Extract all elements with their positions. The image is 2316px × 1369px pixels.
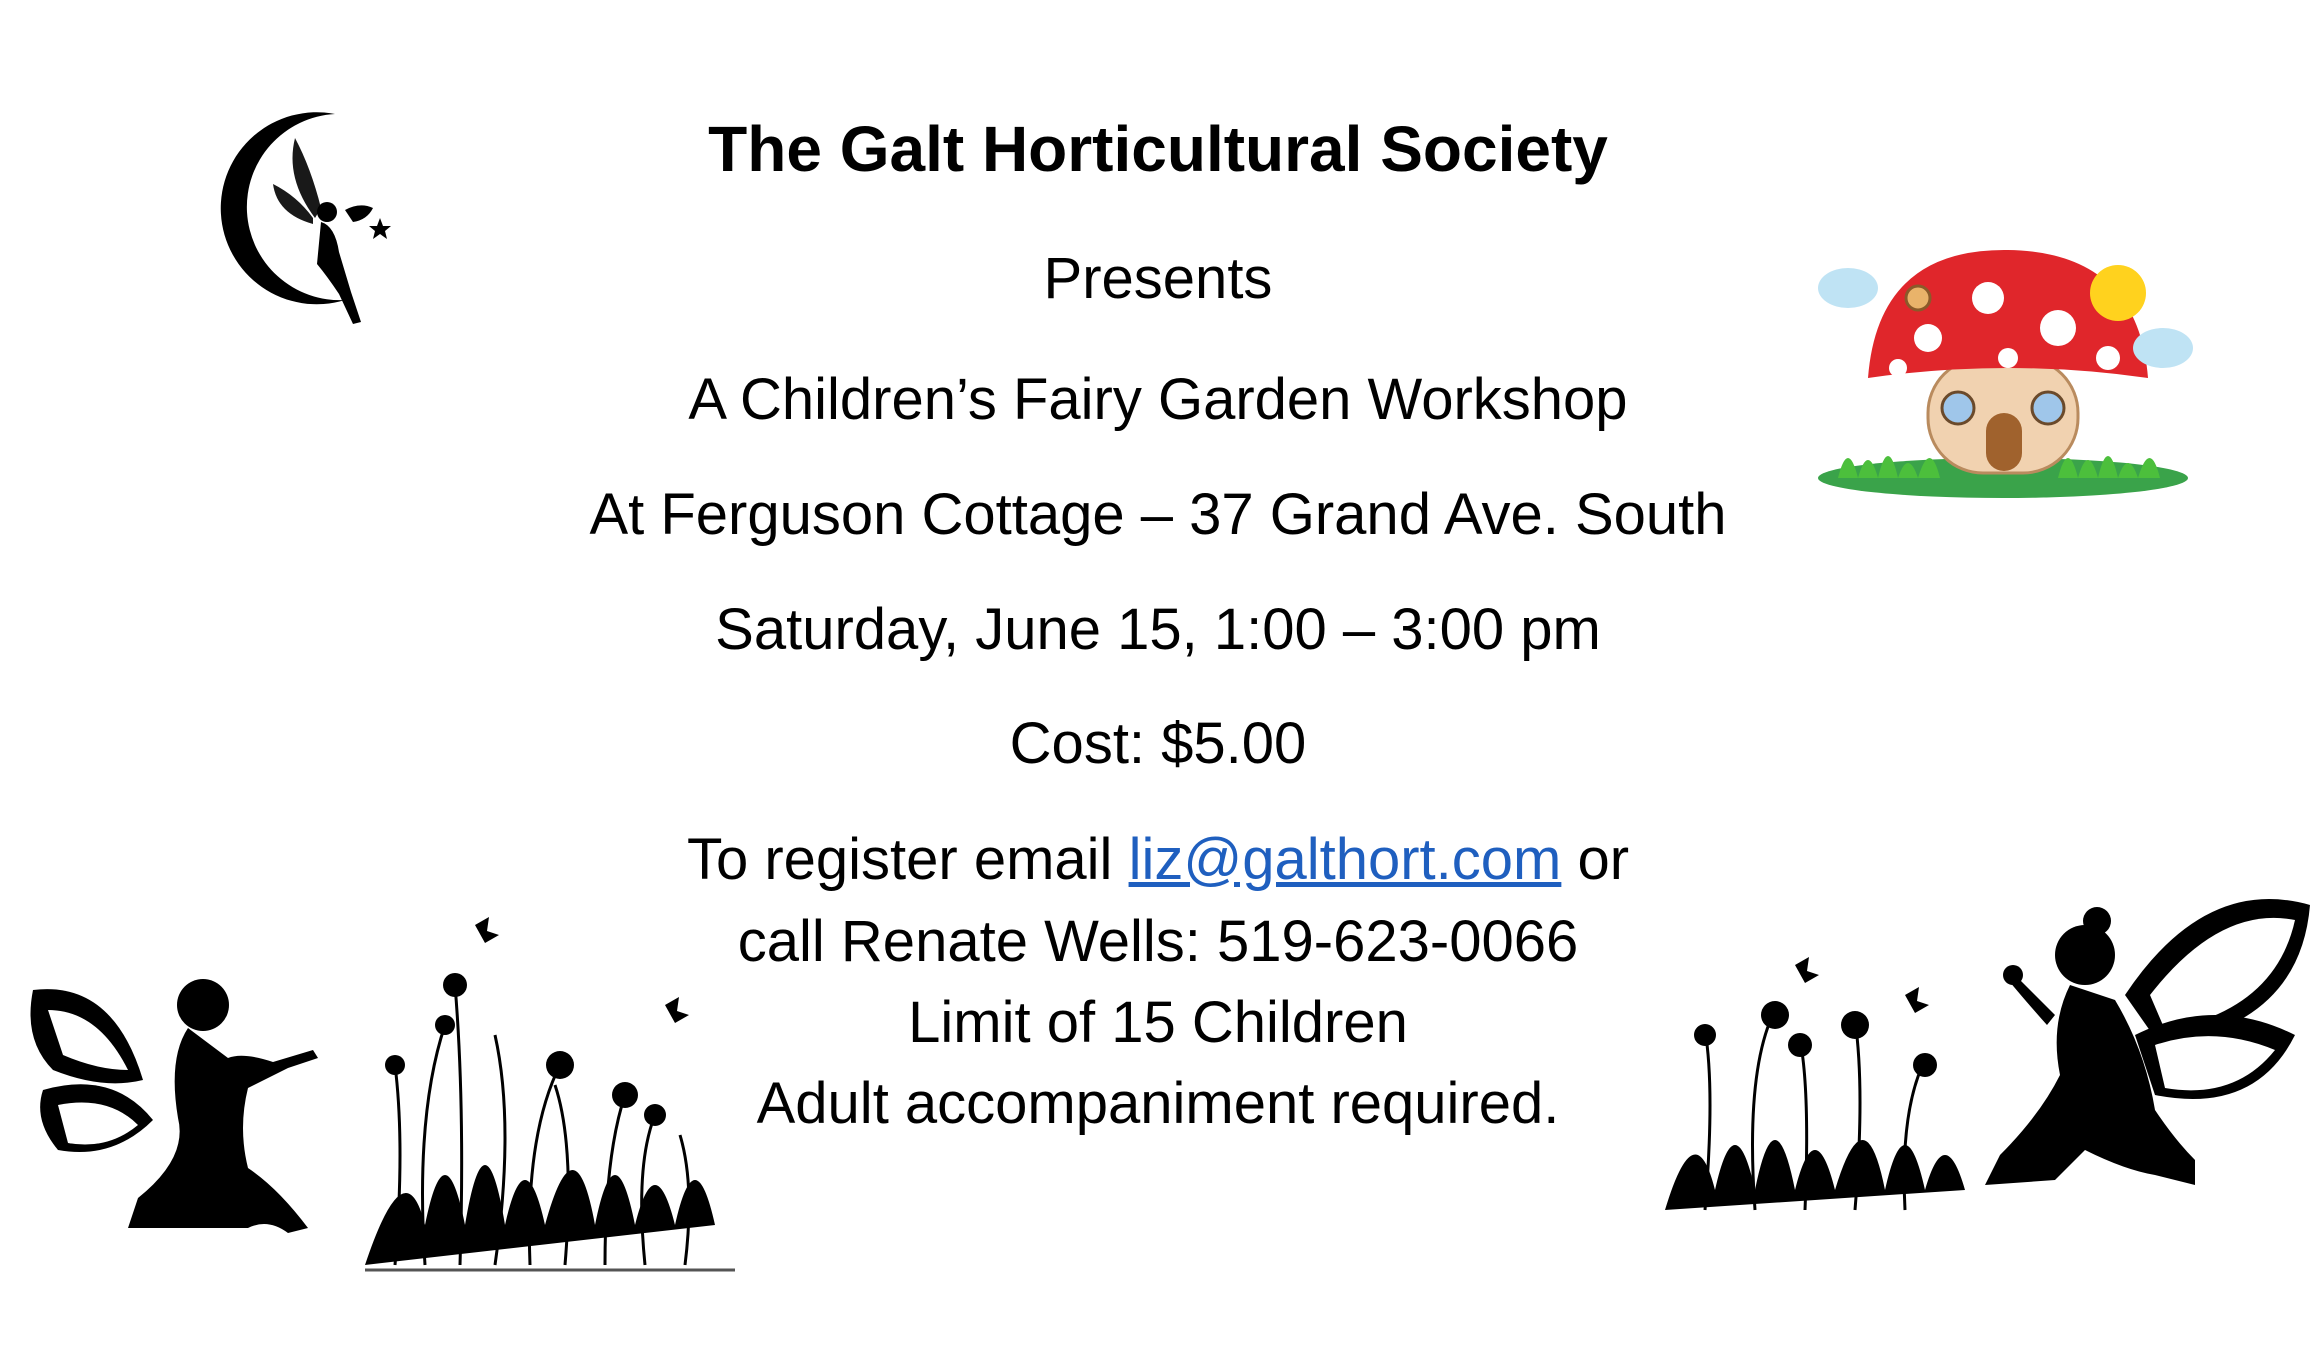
event-cost: Cost: $5.00 xyxy=(1009,711,1307,776)
kneeling-fairy-image xyxy=(1985,895,2315,1200)
register-prefix: To register email xyxy=(686,827,1129,892)
moon-fairy-image xyxy=(195,100,405,330)
register-suffix: or xyxy=(1561,827,1630,892)
phone-line: call Renate Wells: 519-623-0066 xyxy=(737,909,1579,974)
mushroom-house-image xyxy=(1808,238,2198,503)
wildflowers-right-image xyxy=(1665,955,1975,1215)
flyer-title: The Galt Horticultural Society xyxy=(708,113,1608,185)
event-name: A Children’s Fairy Garden Workshop xyxy=(688,367,1628,432)
presents-text: Presents xyxy=(1043,246,1273,311)
event-location: At Ferguson Cottage – 37 Grand Ave. South xyxy=(589,482,1727,547)
sitting-fairy-image xyxy=(28,970,338,1270)
adult-note: Adult accompaniment required. xyxy=(756,1071,1560,1136)
wildflowers-left-image xyxy=(365,915,735,1280)
event-date-time: Saturday, June 15, 1:00 – 3:00 pm xyxy=(715,597,1601,662)
register-email-link[interactable]: liz@galthort.com xyxy=(1128,827,1562,892)
limit-line: Limit of 15 Children xyxy=(908,990,1408,1055)
register-line xyxy=(0,826,2316,893)
